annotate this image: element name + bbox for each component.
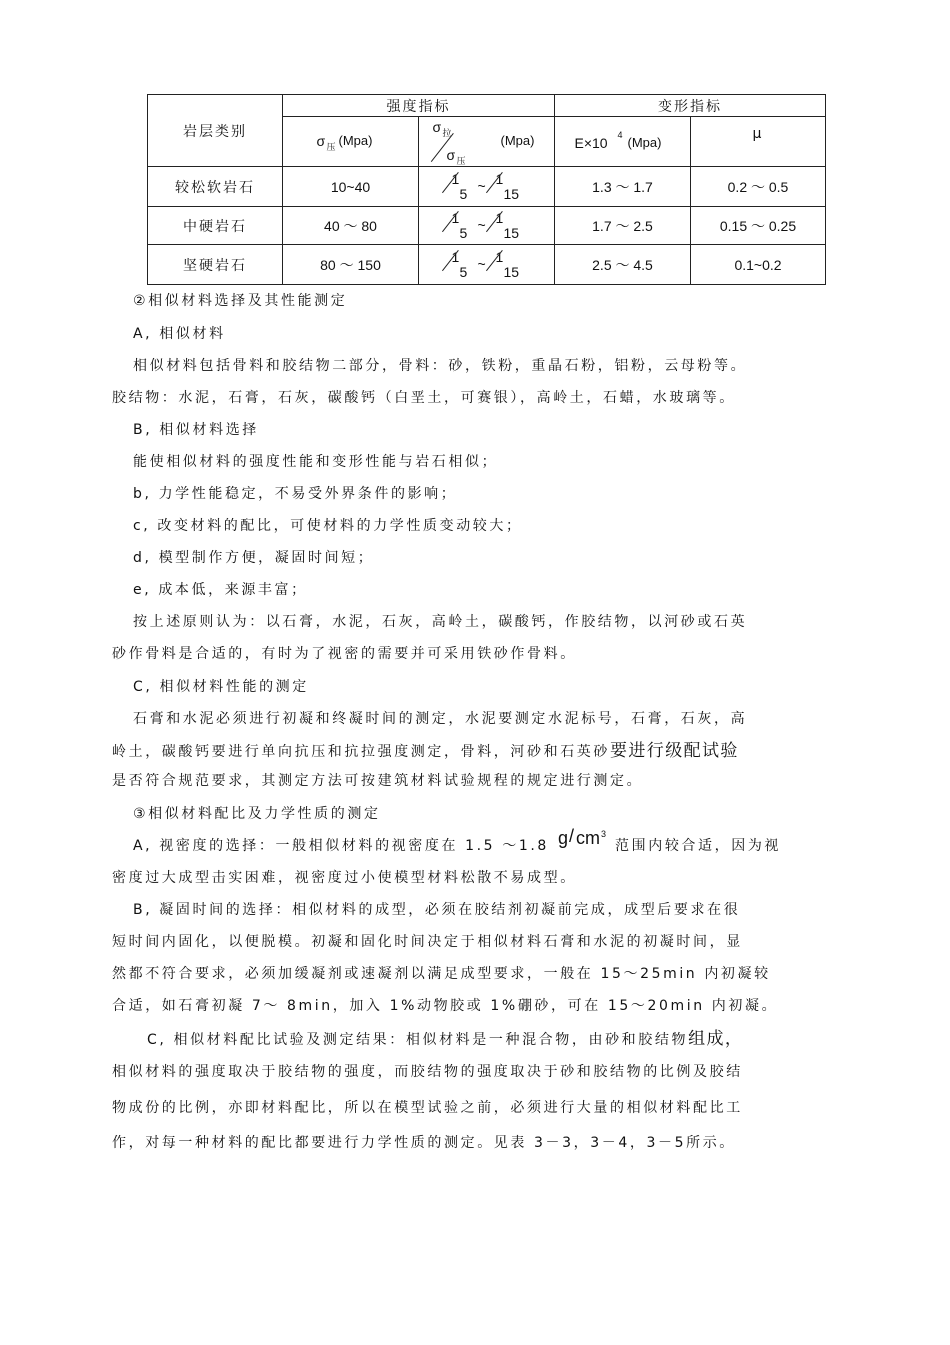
- rock-properties-table: [147, 94, 826, 285]
- list-item: c, 改变材料的配比，可使材料的力学性质变动较大；: [133, 518, 523, 534]
- body-line: 合适，如石膏初凝 7～ 8min，加入 1%动物胶或 1%硼砂，可在 15～20min 内初凝。: [112, 998, 779, 1014]
- row-type: 中硬岩石: [148, 207, 283, 245]
- density-unit: g / cm 3: [557, 826, 606, 848]
- row-compressive: 80 ～ 150: [283, 245, 419, 285]
- e-label: E×10: [574, 134, 608, 151]
- row-tension-ratio: 1 5 ~ 1 15: [419, 207, 555, 245]
- body-line: 是否符合规范要求，其测定方法可按建筑材料试验规程的规定进行测定。: [112, 773, 644, 789]
- row-mu: 0.15 ～ 0.25: [691, 207, 826, 245]
- row-compressive: 10~40: [283, 167, 419, 207]
- header-compressive: [283, 117, 419, 167]
- section-heading-2: ②相似材料选择及其性能测定: [133, 293, 348, 309]
- row-mu: 0.1~0.2: [691, 245, 826, 285]
- list-item: e, 成本低，来源丰富；: [133, 582, 308, 598]
- subheading-b: B, 相似材料选择: [133, 422, 259, 438]
- sub-press-2: 压: [456, 155, 466, 166]
- e-unit: (Mpa): [627, 134, 662, 150]
- body-line: 然都不符合要求，必须加缓凝剂或速凝剂以满足成型要求，一般在 15～25min 内初凝较: [112, 966, 771, 982]
- row-modulus: 2.5 ～ 4.5: [555, 245, 691, 285]
- header-strength: 强度指标: [283, 95, 555, 117]
- row-mu: 0.2 ～ 0.5: [691, 167, 826, 207]
- row-modulus: 1.7 ～ 2.5: [555, 207, 691, 245]
- body-line: 岭土，碳酸钙要进行单向抗压和抗拉强度测定，骨料，河砂和石英砂要进行级配试验: [112, 741, 739, 761]
- sigma-press-symbol: σ: [446, 146, 456, 163]
- sub-press: 压: [326, 141, 336, 152]
- unit-mpa-2: (Mpa): [500, 132, 535, 148]
- header-deformation: 变形指标: [555, 95, 826, 117]
- body-line: 短时间内固化，以便脱模。初凝和固化时间决定于相似材料石膏和水泥的初凝时间，显: [112, 934, 743, 950]
- list-item: b, 力学性能稳定，不易受外界条件的影响；: [133, 486, 458, 502]
- sub-tension: 拉: [442, 127, 452, 138]
- body-line: 相似材料包括骨料和胶结物二部分，骨料：砂，铁粉，重晶石粉，铝粉，云母粉等。: [133, 358, 748, 374]
- body-line: 相似材料的强度取决于胶结物的强度，而胶结物的强度取决于砂和胶结物的比例及胶结: [112, 1064, 743, 1080]
- body-line: 能使相似材料的强度性能和变形性能与岩石相似；: [133, 454, 499, 470]
- section-heading-3: ③相似材料配比及力学性质的测定: [133, 806, 381, 822]
- row-type: 较松软岩石: [148, 167, 283, 207]
- sigma-symbol: σ: [316, 132, 326, 149]
- body-line: 胶结物：水泥，石膏，石灰，碳酸钙（白垩土，可赛银），高岭土，石蜡，水玻璃等。: [112, 390, 736, 406]
- row-tension-ratio: 1 5 ~ 1 15: [419, 167, 555, 207]
- table-row: [148, 167, 826, 207]
- header-mu: μ: [691, 117, 826, 167]
- row-tension-ratio: 1 5 ~ 1 15: [419, 245, 555, 285]
- body-line: B, 凝固时间的选择：相似材料的成型，必须在胶结剂初凝前完成，成型后要求在很: [133, 902, 741, 918]
- row-type: 坚硬岩石: [148, 245, 283, 285]
- body-line: 物成份的比例，亦即材料配比，所以在模型试验之前，必须进行大量的相似材料配比工: [112, 1100, 743, 1116]
- row-modulus: 1.3 ～ 1.7: [555, 167, 691, 207]
- body-line: 密度过大成型击实困难，视密度过小使模型材料松散不易成型。: [112, 870, 577, 886]
- table-row: [148, 245, 826, 285]
- body-line: 砂作骨料是合适的，有时为了视密的需要并可采用铁砂作骨料。: [112, 646, 577, 662]
- body-line: 按上述原则认为：以石膏，水泥，石灰，高岭土，碳酸钙，作胶结物，以河砂或石英: [133, 614, 748, 630]
- subheading-c: C, 相似材料性能的测定: [133, 679, 309, 695]
- header-rock-type: 岩层类别: [148, 95, 283, 167]
- header-tension-ratio: [419, 117, 555, 167]
- body-line: C, 相似材料配比试验及测定结果：相似材料是一种混合物，由砂和胶结物组成，: [147, 1029, 744, 1049]
- unit-mpa: (Mpa): [338, 132, 373, 148]
- body-line: 石膏和水泥必须进行初凝和终凝时间的测定，水泥要测定水泥标号，石膏，石灰，高: [133, 711, 748, 727]
- sigma-tension-symbol: σ: [432, 118, 442, 135]
- body-line: 作，对每一种材料的配比都要进行力学性质的测定。见表 3－3，3－4，3－5所示。: [112, 1135, 736, 1151]
- subheading-a: A, 相似材料: [133, 326, 226, 342]
- e-exponent: 4: [617, 129, 623, 140]
- table-row: [148, 207, 826, 245]
- header-modulus: [555, 117, 691, 167]
- row-compressive: 40 ～ 80: [283, 207, 419, 245]
- list-item: d, 模型制作方便，凝固时间短；: [133, 550, 375, 566]
- body-line: A, 视密度的选择：一般相似材料的视密度在 1.5 ～1.8 g / cm 3 范围内较合适，因为视: [133, 826, 782, 854]
